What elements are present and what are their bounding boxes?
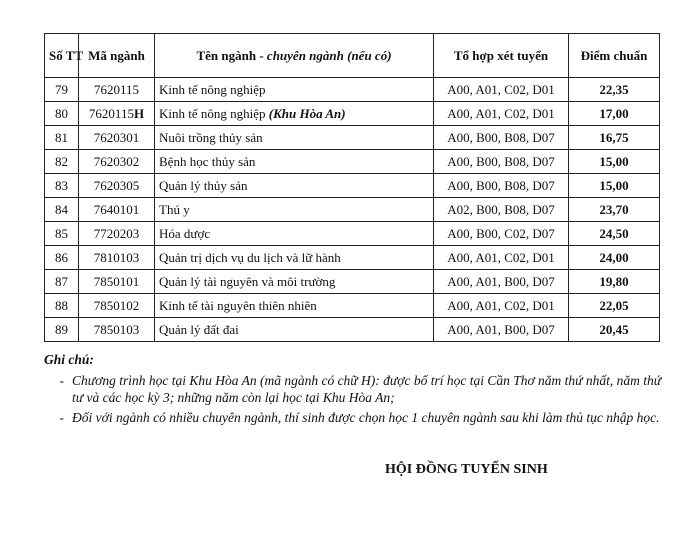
cell-subject-combination: A00, A01, C02, D01: [434, 246, 569, 270]
cell-stt: 88: [45, 294, 79, 318]
code-number: 7620301: [93, 129, 140, 145]
major-name: Quản lý thủy sản: [159, 177, 248, 193]
header-name: [155, 34, 434, 78]
cell-subject-combination: A00, A01, B00, D07: [434, 318, 569, 342]
notes-section: [44, 352, 664, 429]
cell-stt: 84: [45, 198, 79, 222]
cell-major-name: [155, 198, 434, 222]
notes-list: [44, 372, 664, 426]
cell-benchmark-score: 15,00: [569, 174, 660, 198]
note-dash: -: [59, 410, 64, 425]
table-row: [45, 270, 660, 294]
header-score: Điểm chuẩn: [569, 34, 660, 78]
code-number: 7620302: [93, 153, 140, 169]
cell-benchmark-score: 19,80: [569, 270, 660, 294]
code-number: 7850101: [93, 273, 140, 289]
cell-benchmark-score: 22,35: [569, 78, 660, 102]
cell-code: [79, 150, 155, 174]
cell-code: [79, 126, 155, 150]
header-name-italic: chuyên ngành (nếu có): [266, 48, 392, 63]
cell-subject-combination: A00, A01, C02, D01: [434, 78, 569, 102]
cell-code: [79, 174, 155, 198]
table-row: [45, 78, 660, 102]
cell-stt: 83: [45, 174, 79, 198]
header-stt: Số TT: [45, 34, 79, 78]
major-name: Quản lý đất đai: [159, 321, 239, 337]
cell-major-name: [155, 222, 434, 246]
table-row: [45, 318, 660, 342]
cell-code: [79, 270, 155, 294]
cell-stt: 81: [45, 126, 79, 150]
header-name-prefix: Tên ngành -: [196, 48, 267, 63]
notes-title: Ghi chú:: [44, 352, 94, 367]
major-name: Quản trị dịch vụ du lịch và lữ hành: [159, 249, 341, 265]
table-row: [45, 222, 660, 246]
table-row: [45, 174, 660, 198]
cell-major-name: [155, 294, 434, 318]
cell-code: [79, 318, 155, 342]
note-item: [44, 372, 664, 406]
cell-major-name: [155, 78, 434, 102]
table-header-row: [45, 34, 660, 78]
note-dash: -: [59, 373, 64, 388]
code-number: 7620305: [93, 177, 140, 193]
major-name: Bệnh học thủy sản: [159, 153, 256, 169]
cell-subject-combination: A00, A01, C02, D01: [434, 294, 569, 318]
table-row: [45, 246, 660, 270]
cell-subject-combination: A00, A01, C02, D01: [434, 102, 569, 126]
cell-benchmark-score: 24,50: [569, 222, 660, 246]
cell-stt: 80: [45, 102, 79, 126]
cell-subject-combination: A00, B00, B08, D07: [434, 150, 569, 174]
table-row: [45, 294, 660, 318]
major-name: Kinh tế nông nghiệp: [159, 105, 269, 121]
cell-benchmark-score: 23,70: [569, 198, 660, 222]
cell-benchmark-score: 20,45: [569, 318, 660, 342]
major-name: Thú y: [159, 201, 190, 217]
cell-subject-combination: A00, A01, B00, D07: [434, 270, 569, 294]
cell-major-name: [155, 102, 434, 126]
note-text: Đối với ngành có nhiều chuyên ngành, thí sinh được chọn học 1 chuyên ngành sau khi làm thủ tục nhập học.: [72, 410, 660, 425]
cell-code: [79, 246, 155, 270]
major-name: Nuôi trồng thủy sản: [159, 129, 263, 145]
cell-major-name: [155, 126, 434, 150]
cell-benchmark-score: 22,05: [569, 294, 660, 318]
header-combo: Tổ hợp xét tuyển: [434, 34, 569, 78]
cell-major-name: [155, 318, 434, 342]
cell-benchmark-score: 17,00: [569, 102, 660, 126]
cell-benchmark-score: 24,00: [569, 246, 660, 270]
cell-code: [79, 78, 155, 102]
code-number: 7810103: [93, 249, 140, 265]
code-number: 7850103: [93, 321, 140, 337]
cell-subject-combination: A02, B00, B08, D07: [434, 198, 569, 222]
cell-subject-combination: A00, B00, C02, D07: [434, 222, 569, 246]
table-row: [45, 198, 660, 222]
cell-stt: 82: [45, 150, 79, 174]
note-item: [44, 409, 664, 426]
major-name-suffix: (Khu Hòa An): [268, 105, 346, 121]
cell-code: [79, 102, 155, 126]
cell-stt: 89: [45, 318, 79, 342]
cell-stt: 87: [45, 270, 79, 294]
code-number: 7850102: [93, 297, 140, 313]
table-row: [45, 150, 660, 174]
cell-major-name: [155, 270, 434, 294]
cell-stt: 79: [45, 78, 79, 102]
major-name: Hóa dược: [159, 225, 211, 241]
cell-code: [79, 222, 155, 246]
table-row: [45, 102, 660, 126]
cell-benchmark-score: 16,75: [569, 126, 660, 150]
cell-major-name: [155, 246, 434, 270]
cell-stt: 86: [45, 246, 79, 270]
code-number: 7620115: [88, 105, 134, 121]
cell-code: [79, 198, 155, 222]
cell-benchmark-score: 15,00: [569, 150, 660, 174]
cell-subject-combination: A00, B00, B08, D07: [434, 126, 569, 150]
header-code: Mã ngành: [79, 34, 155, 78]
cell-subject-combination: A00, B00, B08, D07: [434, 174, 569, 198]
code-number: 7640101: [93, 201, 140, 217]
cell-major-name: [155, 174, 434, 198]
table-row: [45, 126, 660, 150]
code-number: 7620115: [93, 81, 140, 97]
major-name: Kinh tế nông nghiệp: [159, 81, 266, 97]
note-text: Chương trình học tại Khu Hòa An (mã ngành có chữ H): được bố trí học tại Cần Thơ năm thứ nhất, năm thứ tư và các học kỳ 3; những năm còn lại học tại Khu Hòa An;: [72, 373, 662, 405]
major-name: Kinh tế tài nguyên thiên nhiên: [159, 297, 317, 313]
cell-major-name: [155, 150, 434, 174]
code-suffix: H: [133, 105, 145, 121]
code-number: 7720203: [93, 225, 140, 241]
cell-code: [79, 294, 155, 318]
cell-stt: 85: [45, 222, 79, 246]
admission-scores-table: [44, 33, 660, 342]
major-name: Quản lý tài nguyên và môi trường: [159, 273, 336, 289]
admission-council-signature: HỘI ĐỒNG TUYỂN SINH: [385, 462, 548, 477]
